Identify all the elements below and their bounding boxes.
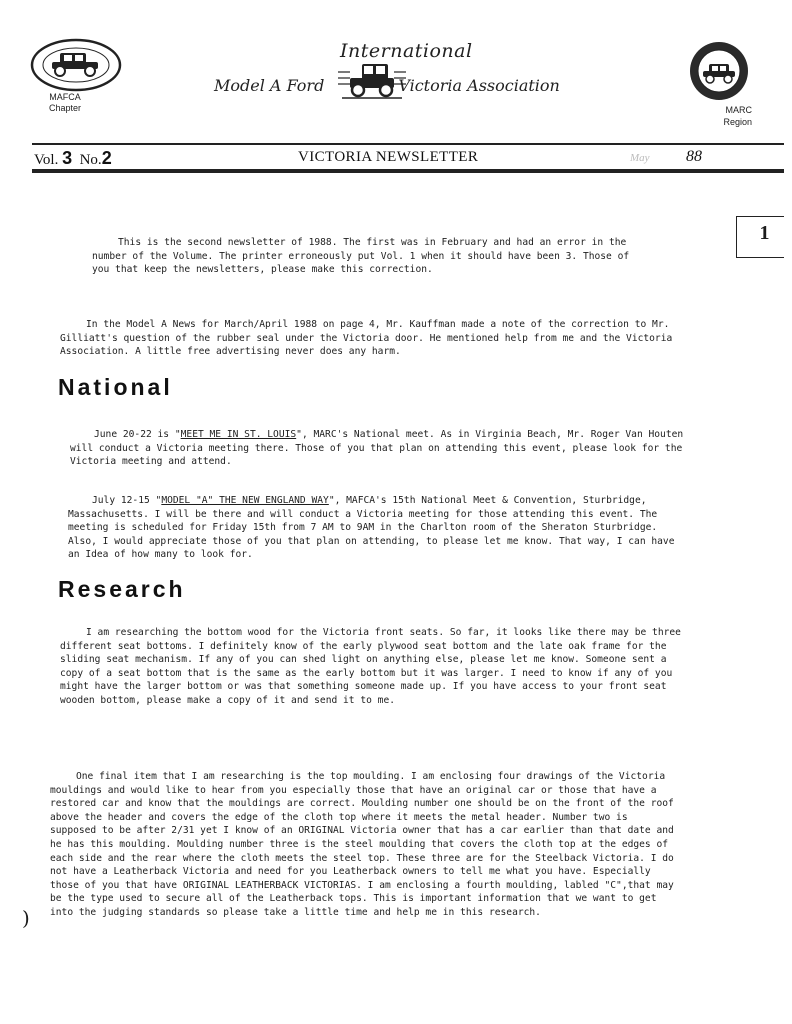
mafca-caption: MAFCA Chapter: [48, 92, 82, 113]
title-association: Model A Ford Victoria Association: [214, 76, 560, 95]
marc-logo: [688, 40, 750, 102]
page-number: 1: [736, 216, 784, 258]
top-rule: [32, 143, 784, 145]
news-note-paragraph: In the Model A News for March/April 1988 on page 4, Mr. Kauffman made a note of the correction to Mr. Gilliatt's question of the rubber seal under the Victoria door. He mentioned help from me and the Victoria Association. A little free advertising never does any harm.: [60, 319, 673, 358]
national-paragraph-new-england: July 12-15 "MODEL "A" THE NEW ENGLAND WAY", MAFCA's 15th National Meet & Convention, Sturbridge, Massachusetts. I will be there and will conduct a Victoria meeting for those attending this event. The meeting is scheduled for Friday 15th from 7 AM to 9AM in the Charlton room of the Sheraton Sturbridge. Also, I would appreciate those of you that plan on attending, to please let me know. That way, I can have an Idea of how many to look for.: [68, 495, 675, 561]
intro-paragraph: This is the second newsletter of 1988. The first was in February and had an error in the number of the Volume. The printer erroneously put Vol. 1 when it should have been 3. Those of you that keep the newsletters, please make this correction.: [92, 237, 630, 276]
title-international: International: [340, 40, 473, 62]
handwritten-month: May: [630, 152, 650, 164]
event-new-england-way: MODEL "A" THE NEW ENGLAND WAY: [161, 495, 329, 506]
volume-issue: Vol. 3 No.2: [34, 148, 112, 168]
model-a-car-icon: [336, 60, 408, 102]
margin-bracket-mark: ): [22, 906, 30, 930]
event-meet-me-in-st-louis: MEET ME IN ST. LOUIS: [180, 429, 297, 440]
handwritten-year: 88: [686, 148, 702, 165]
bottom-rule: [32, 169, 784, 173]
research-paragraph-moulding: One final item that I am researching is the top moulding. I am enclosing four drawings of the Victoria mouldings and would like to hear from you especially those that have an original car or those that have a restored car and know that the mouldings are correct. Moulding number one should be on the front of the roof above the header and covers the edge of the cloth top where it meets the metal header. Number two is supposed to be after 2/31 yet I know of an ORIGINAL Victoria owner that has a car earlier than that date and he has this moulding. Moulding number three is the steel moulding that covers the cloth top at the edges of each side and the rear where the cloth meets the steel top. These three are for the Steelback Victoria. I do not have a Leatherback Victoria and need for you Leatherback owners to tell me what you have. Especially those of you that have ORIGINAL LEATHERBACK VICTORIAS. I am enclosing a fourth moulding, labled "C",that may be the type used to secure all of the Leatherback tops. This is important information that we want to get into the judging standards so please take a little time and help me in this research.: [50, 771, 674, 918]
research-paragraph-seat: I am researching the bottom wood for the Victoria front seats. So far, it looks like there may be three different seat bottoms. I definitely know of the early plywood seat bottom and the late oak frame for the sliding seat mechanism. If any of you can shed light on anything else, please let me know. Someone sent a copy of a seat bottom that is the same as the early bottom but it was larger. I need to know if any of you might have the larger bottom or was that something someone made up. If you have access to your front seat wooden bottom, please make a copy of it and send it to me.: [60, 627, 681, 706]
marc-caption: MARC Region: [723, 105, 752, 127]
mafca-logo: [30, 38, 122, 98]
research-heading: Research: [58, 576, 186, 602]
national-paragraph-st-louis: June 20-22 is "MEET ME IN ST. LOUIS", MARC's National meet. As in Virginia Beach, Mr. Roger Van Houten will conduct a Victoria meeting there. Those of you that plan on attending this event, please look for the Victoria meeting and attend.: [70, 429, 684, 468]
newsletter-title: VICTORIA NEWSLETTER: [298, 149, 479, 165]
national-heading: National: [58, 374, 173, 400]
volume-bar: [34, 148, 774, 168]
